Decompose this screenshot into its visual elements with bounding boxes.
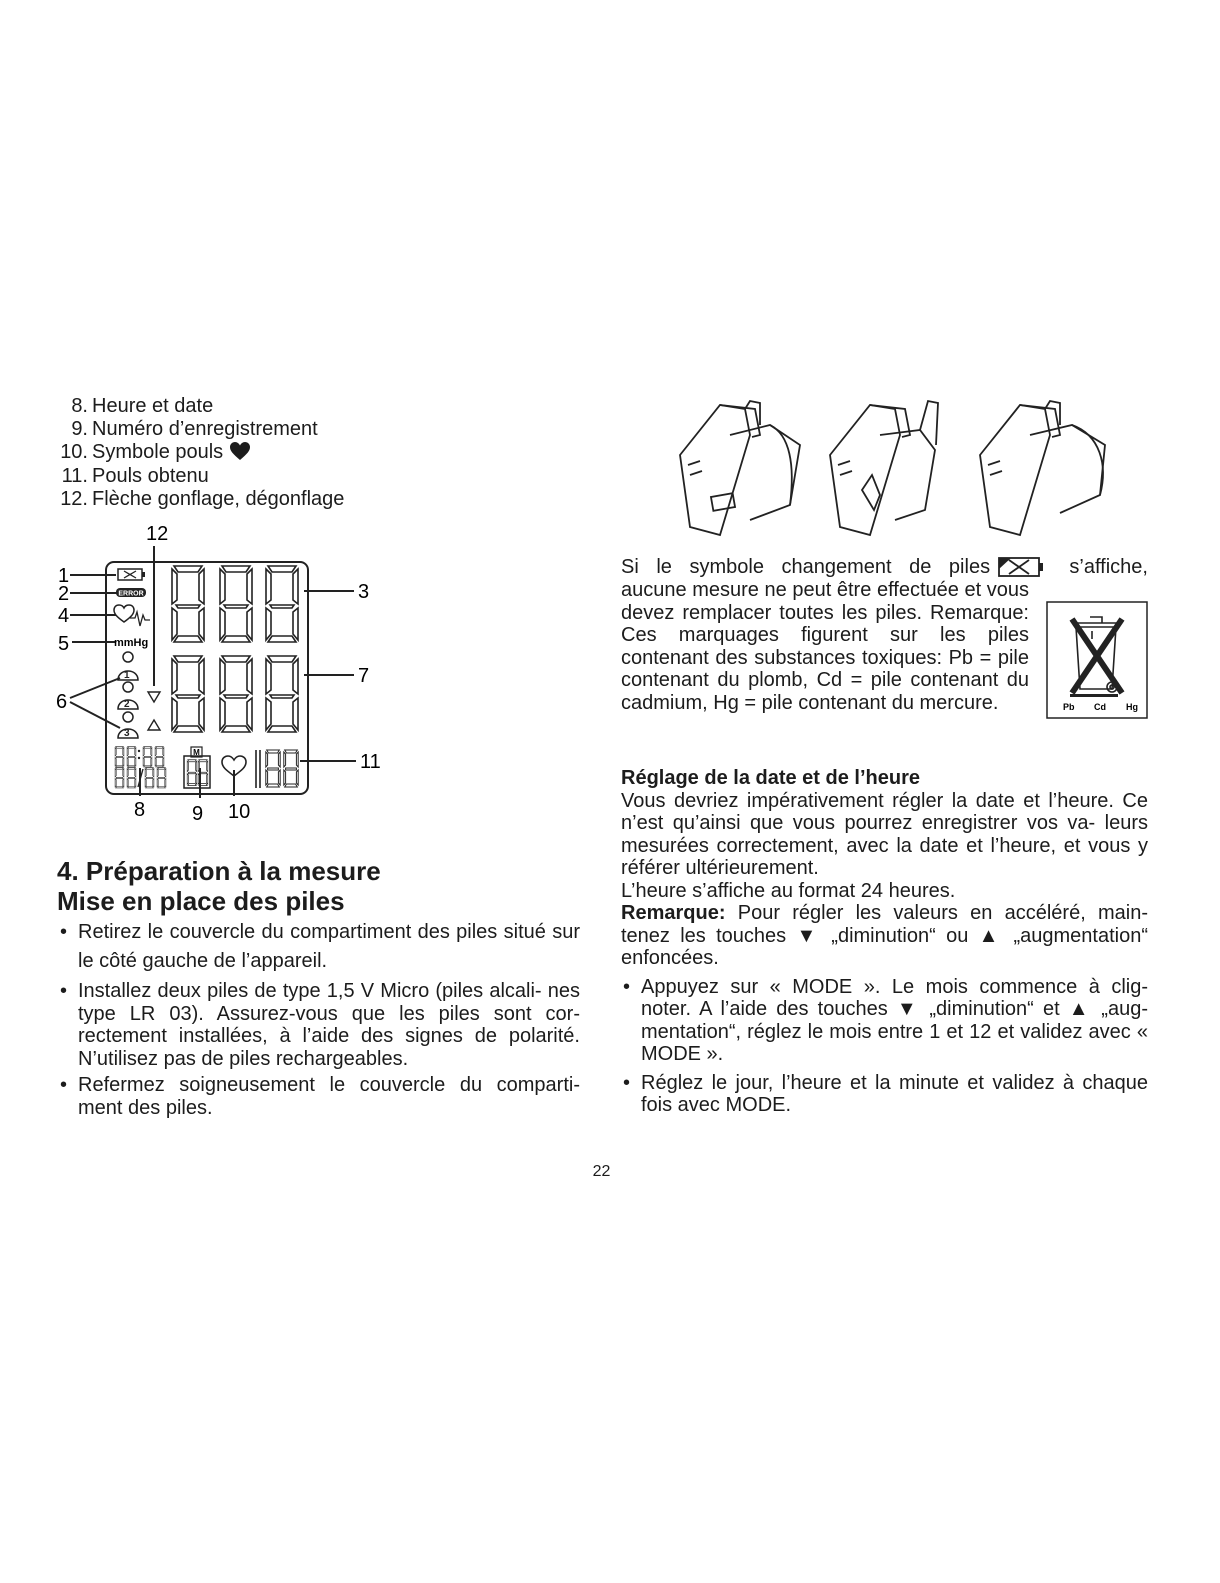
date-time-section [621, 767, 1148, 1117]
heart-icon [229, 441, 251, 461]
legend-item: 9. Numéro d’enregistrement [71, 418, 318, 441]
date-section-para: Vous devriez impérativement régler la date et l’heure. Ce n’est qu’ainsi que vous pourrez enregistrer vos va- leurs mesurées correctement, avec la date et l’heure, et vous y référer ultérieurement. [621, 789, 1148, 879]
legend-item: 8. Heure et date [71, 395, 214, 417]
legend-item: 10. Symbole pouls [58, 441, 344, 464]
systolic-digit [266, 566, 298, 642]
section-heading [57, 856, 597, 916]
memory-number-display [184, 747, 210, 788]
crossed-bin-icon [1046, 601, 1148, 719]
display-diagram [50, 518, 390, 828]
date-section-heading: Réglage de la date et de l’heure [621, 767, 920, 789]
date-setting-list [621, 976, 1148, 1117]
callout-2: 2 [58, 583, 70, 605]
systolic-digit [172, 566, 204, 642]
deflate-arrow-icon [148, 692, 160, 702]
section-subtitle: Mise en place des piles [57, 886, 345, 916]
inflate-arrow-icon [148, 720, 160, 730]
callout-8: 8 [134, 799, 146, 821]
list-item: • Refermez soigneusement le couvercle du comparti- ment des piles. [58, 1074, 580, 1119]
bin-label-hg: Hg [1126, 702, 1138, 712]
callout-10: 10 [228, 801, 251, 823]
user-icon [118, 712, 138, 739]
device-step-1 [680, 401, 800, 535]
bin-label-pb: Pb [1063, 702, 1075, 712]
list-item: • Réglez le jour, l’heure et la minute et validez à chaque fois avec MODE. [621, 1072, 1148, 1117]
battery-icon [118, 569, 145, 580]
battery-note [621, 555, 1148, 579]
battery-note-first-line: Si le symbole changement de piles s’affiche, [621, 555, 1148, 578]
callout-11: 11 [360, 751, 381, 773]
list-item: • Installez deux piles de type 1,5 V Micro (piles alcali- nes type LR 03). Assurez-vous que les piles sont cor- rectement installées, à l’aide des signes de polarité. N’utilisez pas de piles rechargeables. [58, 980, 580, 1070]
callout-6: 6 [56, 691, 68, 713]
systolic-digit [220, 566, 252, 642]
battery-install-list [58, 918, 580, 1119]
battery-note-body: aucune mesure ne peut être effectuée et vous devez remplacer toutes les piles. Remarque: Ces marquages figurent sur les piles contenant des substances toxiques: Pb = pile contenant du plomb, Cd = pile contenant du cadmium, Hg = pile contenant du mercure. [621, 579, 1029, 714]
callout-3: 3 [358, 581, 370, 603]
user-icon [118, 682, 138, 710]
legend-item: 11. Pouls obtenu [61, 464, 209, 487]
section-title: 4. Préparation à la mesure [57, 856, 381, 886]
callout-9: 9 [192, 803, 204, 825]
bin-label-cd: Cd [1094, 702, 1106, 712]
mmhg-label: mmHg [114, 637, 149, 649]
diastolic-digit [220, 656, 252, 732]
pulse-display [256, 750, 298, 788]
callout-5: 5 [58, 633, 70, 655]
irregular-heartbeat-icon [114, 605, 150, 626]
date-section-remark: Remarque: Pour régler les valeurs en accéléré, main- tenez les touches ▼ „diminution“ ou ▲ „augmentation“ enfoncées. [621, 902, 1148, 969]
svg-text:ERROR: ERROR [118, 590, 144, 598]
callout-12: 12 [146, 523, 169, 545]
svg-text:3: 3 [124, 728, 130, 739]
diastolic-digit [172, 656, 204, 732]
error-badge [116, 588, 146, 598]
device-step-2 [830, 401, 938, 535]
legend-list [58, 395, 344, 511]
callout-1: 1 [58, 565, 70, 587]
diastolic-digit [266, 656, 298, 732]
device-step-3 [980, 401, 1105, 535]
list-item: • Appuyez sur « MODE ». Le mois commence à clig- noter. A l’aide des touches ▼ „diminution“ et ▲ „aug- mentation“, réglez le mois entre 1 et 12 et validez avec « MODE ». [621, 976, 1148, 1066]
svg-text:1: 1 [124, 670, 130, 681]
user-icon [118, 652, 138, 681]
legend-item: 12. Flèche gonflage, dégonflage [60, 487, 345, 510]
battery-compartment-illustration [660, 395, 1130, 565]
callout-4: 4 [58, 605, 70, 627]
svg-text:2: 2 [124, 699, 130, 710]
date-section-para: L’heure s’affiche au format 24 heures. [621, 879, 956, 902]
page-number: 22 [592, 1163, 611, 1180]
callout-7: 7 [358, 665, 370, 687]
svg-text:M: M [193, 748, 200, 757]
battery-change-icon [997, 555, 1045, 579]
list-item: • Retirez le couvercle du compartiment des piles situé sur le côté gauche de l’appareil. [58, 918, 580, 976]
